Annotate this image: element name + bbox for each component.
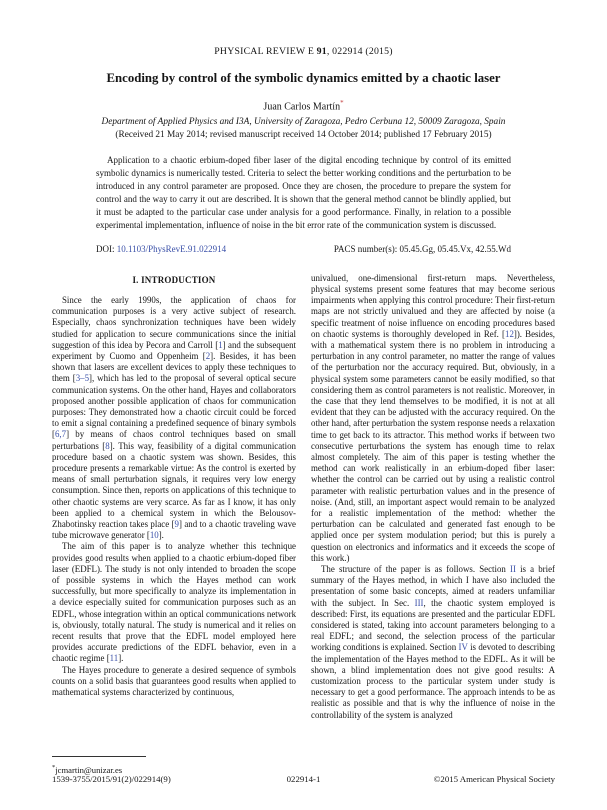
footer-issn-code: 1539-3755/2015/91(2)/022914(9) (52, 774, 171, 784)
body-text: Since the early 1990s, the application of chaos for communication purposes is a very active subject of research. Especially, chaos synchronization techniques have been widely studied for application to secure communications since the initial suggestion of this idea by Pecora and Carroll [ (52, 294, 296, 350)
page-title: Encoding by control of the symbolic dynamics emitted by a chaotic laser (106, 71, 501, 85)
citation-link[interactable]: 8 (105, 440, 110, 451)
body-text: The structure of the paper is as follows. Section (321, 564, 510, 575)
footnote-email[interactable]: jcmartin@unizar.es (55, 764, 123, 775)
paragraph (52, 665, 296, 699)
citation-link[interactable]: 1 (218, 339, 223, 350)
body-text: The aim of this paper is to analyze whether this technique provides good results when applied to a chaotic erbium-doped fiber laser (EDFL). The study is not only intended to broaden the scope of possible systems in which the Hayes method can work successfully, but more specifically to analyze its implementation in a device especially suited for communication purposes such as an EDFL, whose integration within an optical communications network is, obviously, totally natural. The study is numerical and it relies on recent results that prove that the EDFL model employed here provides accurate predictions of the EDFL behavior, even in a chaotic regime [ (52, 541, 297, 664)
affiliation: Department of Applied Physics and I3A, University of Zaragoza, Pedro Cerbuna 12, 50009 Zaragoza, Spain (101, 117, 506, 128)
footnote-rule (52, 756, 146, 757)
citation-link[interactable]: 11 (109, 653, 119, 664)
author-line (52, 99, 555, 112)
body-text: ] by means of chaos control techniques based on small perturbations [ (52, 429, 296, 451)
two-column-body (52, 273, 555, 778)
column-right (311, 273, 555, 778)
section-heading-introduction: I. INTRODUCTION (132, 274, 216, 285)
journal-header-line (52, 46, 555, 57)
doi-pacs-row (96, 244, 511, 254)
journal-issue-info: , 022914 (2015) (326, 46, 393, 57)
footer-copyright: ©2015 American Physical Society (433, 774, 556, 784)
paragraph (311, 564, 555, 721)
body-text: is devoted to describing the implementation of the Hayes method to the EDFL. As it will be shown, a blind implementation does not give good results: A customization process to the particular system under study is necessary to get a good performance. The approach intends to be as realistic as possible and that is why the influence of noise in the controllability of the system is analyzed (311, 642, 555, 720)
left-column-paragraphs (52, 295, 296, 698)
footer-page-number: 022914-1 (286, 774, 321, 784)
pacs-numbers: PACS number(s): 05.45.Gg, 05.45.Vx, 42.55.Wd (333, 243, 511, 254)
column-left (52, 273, 296, 778)
body-text: ]. (158, 530, 164, 541)
citation-link[interactable]: 9 (174, 519, 179, 530)
doi-label: DOI: (96, 243, 117, 254)
citation-link[interactable]: 10 (149, 530, 159, 541)
received-dates-line: (Received 21 May 2014; revised manuscript received 14 October 2014; published 17 February 2015) (115, 130, 492, 141)
body-text: ]). Besides, with a mathematical system there is no problem in introducing a perturbation in any control parameter, no matter the range of values of the perturbation nor the accuracy required. But, obviously, in a physical system some parameters cannot be easily modified, so that considering them as control parameters is not realistic. Moreover, in the case that they lend themselves to be modified, it is not at all evident that they can be adjusted with the accuracy required. On the other hand, after perturbation the system response needs a relaxation time to get back to its attractor. This method works if between two consecutive perturbations the system has enough time to relax almost completely. The aim of this paper is testing whether the method can work realistically in an erbium-doped fiber laser: whether the control can be carried out by using a realistic control parameter with realistic perturbation values and in the presence of noise. (And, still, an important aspect would remain to be analyzed for a realistic implementation of the method: whether the perturbation can be calculated and generated fast enough to be applied once per system modulation period; but this is purely a question on electronics and informatics and it exceeds the scope of this work.) (311, 328, 555, 563)
paragraph (311, 273, 555, 564)
body-text: ]. Besides, it has been shown that lasers are excellent devices to apply these techniques to them [ (52, 350, 296, 384)
paragraph (52, 541, 296, 664)
citation-link[interactable]: II (509, 564, 516, 575)
body-text: ] and to a chaotic traveling wave tube microwave generator [ (52, 519, 296, 541)
body-text: ]. This way, feasibility of a digital communication procedure based on a chaotic system was shown. Besides, this procedure presents a remarkable virtue: As the control is exerted by means of small perturbation signals, it requires very low energy consumption. Since then, reports on applications of this technique to other chaotic systems are very scarce. As far as I know, it has only been applied to a chemical system in which the Belousov-Zhabotinsky reaction takes place [ (52, 440, 296, 530)
footnote-marker: * (52, 763, 56, 771)
author-name: Juan Carlos Martín (263, 101, 341, 113)
body-text: is a brief summary of the Hayes method, in which I have also included the presentation of some basic concepts, aimed at readers unfamiliar with the subject. In Sec. (311, 564, 555, 608)
body-text: ]. (118, 653, 124, 664)
citation-link[interactable]: 6,7 (54, 429, 67, 440)
journal-name: PHYSICAL REVIEW E (214, 46, 317, 57)
citation-link[interactable]: 2 (205, 350, 211, 361)
body-text: ] and the subsequent experiment by Cuomo and Oppenheim [ (52, 339, 296, 361)
abstract-text: Application to a chaotic erbium-doped fiber laser of the digital encoding technique by control of its emitted symbolic dynamics is numerically tested. Criteria to select the better working conditions and the perturbation to be introduced in any control parameter are proposed. Once they are chosen, the procedure to prepare the system for control and the way to carry it out are described. It is shown that the general method cannot be blindly applied, but it must be adapted to the particular case under analysis for a good performance. Finally, in relation to a possible experimental implementation, influence of noise in the bit error rate of the communication system is discussed. (96, 155, 511, 230)
paragraph (52, 295, 296, 541)
author-footnote-marker[interactable]: * (340, 98, 344, 107)
page-footer (52, 774, 555, 784)
right-column-paragraphs (311, 273, 555, 721)
body-text: univalued, one-dimensional first-return maps. Nevertheless, physical systems present some features that may become serious impairments when applying this control procedure: Their first-return maps are not strictly univalued and they are affected by noise (a specific treatment of noise influence on encoding procedures based on chaotic systems is thoroughly developed in Ref. [ (311, 272, 555, 339)
doi-container (96, 244, 226, 254)
citation-link[interactable]: 12 (505, 328, 514, 339)
doi-link[interactable]: 10.1103/PhysRevE.91.022914 (116, 243, 227, 254)
body-text: ], which has led to the proposal of several optical secure communication systems. On the other hand, Hayes and collaborators proposed another possible application of chaos for communication purposes: They demonstrated how a chaotic circuit could be forced to emit a signal containing a predefined sequence of binary symbols [ (52, 373, 297, 440)
body-text: , the chaotic system employed is described: First, its equations are presented and the particular EDFL considered is stated, taking into account parameters belonging to a real EDFL; and second, the selection process of the particular working conditions is explained. Section (311, 597, 555, 653)
journal-volume: 91 (316, 46, 327, 57)
citation-link[interactable]: IV (458, 642, 468, 653)
body-text: The Hayes procedure to generate a desired sequence of symbols counts on a solid basis that guarantees good results when applied to mathematical systems characterized by continuous, (52, 664, 296, 698)
citation-link[interactable]: 3–5 (75, 373, 89, 384)
citation-link[interactable]: III (414, 597, 424, 608)
